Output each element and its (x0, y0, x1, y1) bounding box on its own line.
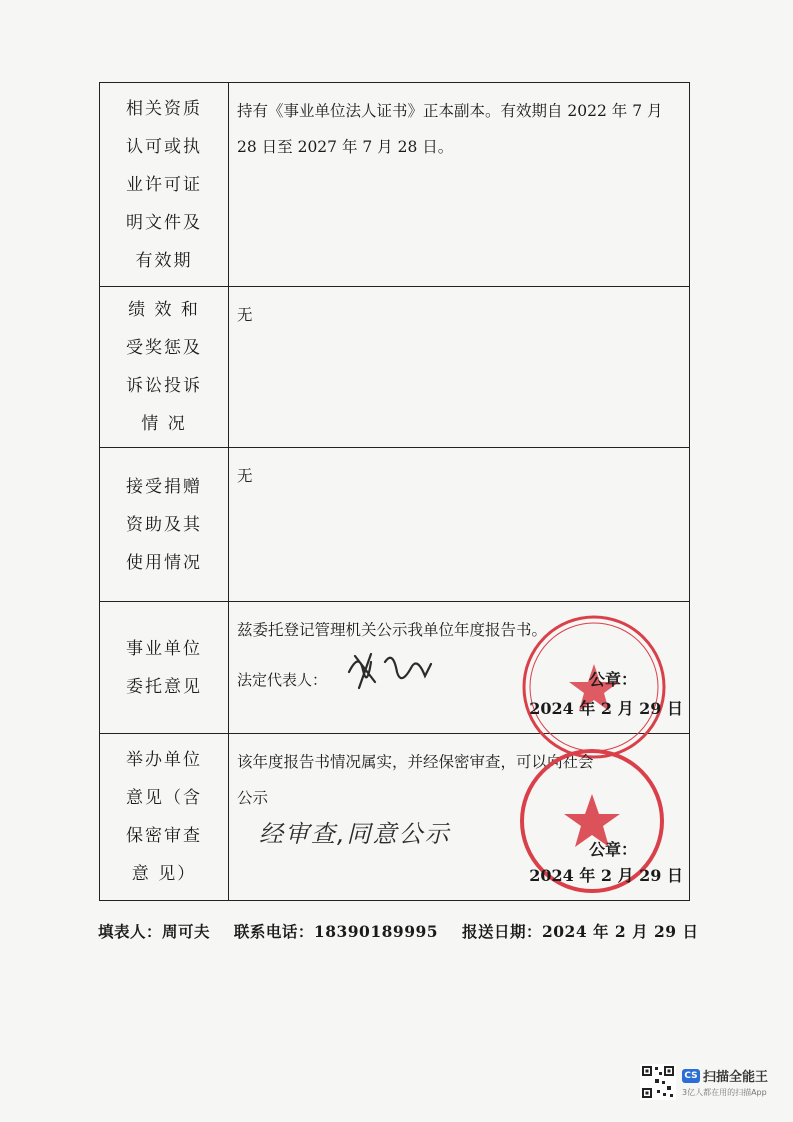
qualification-label: 相关资质 认可或执 业许可证 明文件及 有效期 (100, 83, 229, 287)
contact-phone: 联系电话：18390189995 (233, 922, 439, 941)
brand-tagline: 3亿人都在用的扫描App (682, 1088, 767, 1097)
annual-report-table (99, 82, 690, 901)
form-footer (98, 920, 716, 942)
sponsor-content (229, 734, 690, 901)
sponsor-date: 2024 年 2 月 29 日 (529, 866, 683, 885)
table-row (100, 734, 690, 901)
content-line: 公示 (237, 789, 269, 807)
seal-label: 公章： (588, 840, 637, 859)
seal-label: 公章： (588, 670, 637, 689)
filler-name: 填表人：周可夫 (98, 922, 211, 941)
sponsor-label: 举办单位 意见（含 保密审查 意 见） (100, 734, 229, 901)
legal-representative-label: 法定代表人： (237, 671, 328, 689)
entrust-date: 2024 年 2 月 29 日 (529, 699, 683, 718)
donation-content: 无 (229, 448, 690, 602)
content-line: 持有《事业单位法人证书》正本副本。有效期自 2022 年 7 月 (237, 102, 663, 120)
camscanner-logo-icon: CS (682, 1069, 700, 1083)
content-line: 该年度报告书情况属实，并经保密审查，可以向社会 (237, 753, 594, 771)
scanner-watermark (640, 1064, 768, 1100)
table-row (100, 448, 690, 602)
entrust-content: 兹委托登记管理机关公示我单位年度报告书。 法定代表人： 公章： 2024 年 2 月 29 日 (229, 602, 690, 734)
submission-date: 报送日期：2024 年 2 月 29 日 (461, 922, 699, 941)
performance-content: 无 (229, 287, 690, 448)
table-row (100, 287, 690, 448)
entrust-label: 事业单位 委托意见 (100, 602, 229, 734)
qr-code-icon (640, 1064, 676, 1100)
table-row (100, 602, 690, 734)
qualification-content (229, 83, 690, 287)
donation-label: 接受捐赠 资助及其 使用情况 (100, 448, 229, 602)
sponsor-handwritten-approval: 经审查,同意公示 (259, 820, 451, 848)
content-line: 28 日至 2027 年 7 月 28 日。 (237, 138, 454, 156)
legal-representative-signature (341, 642, 441, 692)
performance-label: 绩 效 和 受奖惩及 诉讼投诉 情 况 (100, 287, 229, 448)
brand-name: 扫描全能王 (703, 1070, 769, 1085)
table-row (100, 83, 690, 287)
